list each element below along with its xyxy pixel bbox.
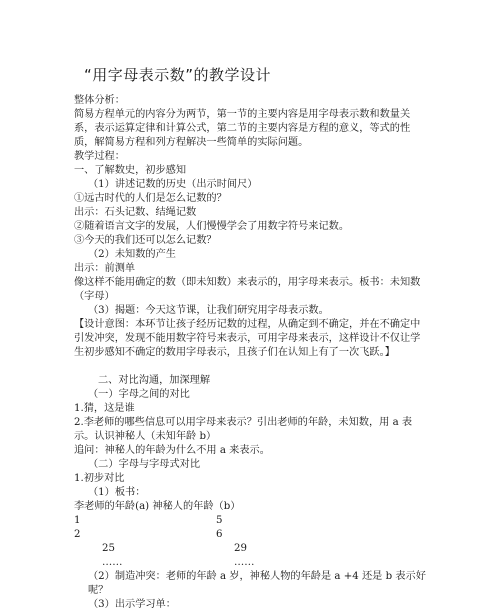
item-guess: 1.猜，这是谁 <box>74 403 135 414</box>
table-cell: 5 <box>216 515 223 526</box>
board-header: 李老师的年龄(a) 神秘人的年龄（b） <box>74 501 241 512</box>
spacer <box>74 360 426 374</box>
document-body <box>74 94 426 612</box>
worksheet-item: （3）出示学习单： <box>88 599 176 610</box>
subitem-1: （1）讲述记数的历史（出示时间尺） <box>88 179 258 190</box>
design-intent: 【设计意图：本环节让孩子经历记数的过程，从确定到不确定，并在不确定中引发冲突，发现不能用数字符号来表示，可用字母来表示，这样设计不仅让学生初步感知不确定的数用字母表示，且孩子们在认知上有了一次飞跃。】 <box>74 319 421 358</box>
table-cell: 6 <box>216 529 223 540</box>
table-row <box>74 556 426 570</box>
subitem-3: （3）揭题：今天这节课，让我们研究用字母表示数。 <box>88 305 329 316</box>
board-label: （1）板书： <box>88 487 146 498</box>
question-3: ③今天的我们还可以怎么记数？ <box>74 235 217 246</box>
step-two-heading: 二、对比沟通，加深理解 <box>98 375 211 386</box>
subheading-expressions: （二）字母与字母式对比 <box>88 459 201 470</box>
table-cell: …… <box>102 557 123 568</box>
item-teacher-info: 2.李老师的哪些信息可以用字母来表示？引出老师的年龄，未知数，用 a 表示。认识神秘人（未知年龄 b） <box>74 417 413 442</box>
table-row <box>74 542 426 556</box>
point-2: ②随着语言文字的发展，人们慢慢学会了用数字符号来记数。 <box>74 221 350 232</box>
unknown-explanation: 像这样不能用确定的数（即未知数）来表示的，用字母来表示。板书：未知数（字母） <box>74 277 421 302</box>
table-cell: 2 <box>74 529 81 540</box>
follow-up-question: 追问：神秘人的年龄为什么不用 a 来表示。 <box>74 445 270 456</box>
table-row <box>74 514 426 528</box>
table-cell: …… <box>234 557 255 568</box>
subitem-2: （2）未知数的产生 <box>88 249 176 260</box>
item-initial-compare: 1.初步对比 <box>74 473 125 484</box>
document-title: “用字母表示数”的教学设计 <box>84 66 272 84</box>
table-cell: 29 <box>234 543 247 554</box>
subheading-letters: （一）字母之间的对比 <box>88 389 190 400</box>
conflict-item: （2）制造冲突：老师的年龄 a 岁，神秘人物的年龄是 a +4 还是 b 表示好呢？ <box>88 571 426 596</box>
section-heading-overall: 整体分析： <box>74 95 125 106</box>
section-heading-process: 教学过程： <box>74 151 125 162</box>
table-cell: 1 <box>74 515 81 526</box>
question-1: ①远古时代的人们是怎么记数的？ <box>74 193 227 204</box>
table-cell: 25 <box>102 543 115 554</box>
step-one-heading: 一、了解数史，初步感知 <box>74 165 187 176</box>
table-row <box>74 528 426 542</box>
paragraph-overview: 简易方程单元的内容分为两节，第一节的主要内容是用字母表示数和数量关系，表示运算定律和计算公式，第二节的主要内容是方程的意义，等式的性质，解简易方程和列方程解决一些简单的实际问题。 <box>74 109 411 148</box>
show-1: 出示：石头记数、结绳记数 <box>74 207 197 218</box>
show-2: 出示：前测单 <box>74 263 136 274</box>
